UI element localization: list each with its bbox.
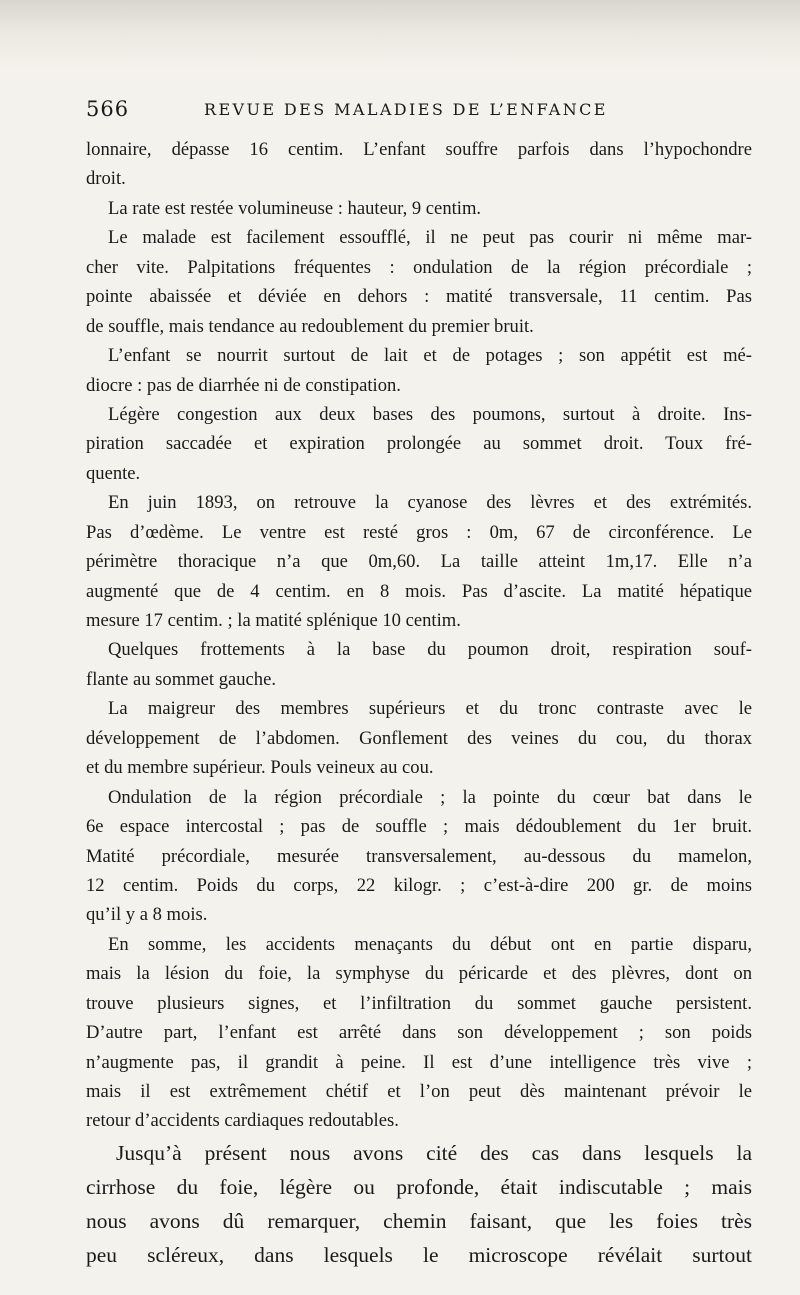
text-line: En juin 1893, on retrouve la cyanose des lèvres et des extrémités.: [108, 492, 752, 514]
text-line: cirrhose du foie, légère ou profonde, était indiscutable ; mais: [86, 1175, 752, 1199]
text-line: peu scléreux, dans lesquels le microscope révélait surtout: [86, 1243, 752, 1267]
text-line: et du membre supérieur. Pouls veineux au cou.: [86, 757, 434, 779]
text-line: L’enfant se nourrit surtout de lait et de potages ; son appétit est mé-: [108, 345, 752, 367]
text-line: n’augmente pas, il grandit à peine. Il est d’une intelligence très vive ;: [86, 1051, 752, 1073]
text-line: retour d’accidents cardiaques redoutables.: [86, 1110, 399, 1132]
text-line: 12 centim. Poids du corps, 22 kilogr. ; c’est-à-dire 200 gr. de moins: [86, 874, 752, 896]
text-line: trouve plusieurs signes, et l’infiltration du sommet gauche persistent.: [86, 992, 752, 1014]
text-line: pointe abaissée et déviée en dehors : matité transversale, 11 centim. Pas: [86, 286, 752, 308]
text-line: La rate est restée volumineuse : hauteur, 9 centim.: [108, 197, 482, 219]
text-line: La maigreur des membres supérieurs et du tronc contraste avec le: [108, 698, 752, 720]
text-line: droit.: [86, 168, 126, 190]
case-report-text: [86, 135, 752, 1136]
text-line: qu’il y a 8 mois.: [86, 904, 208, 926]
running-title: REVUE DES MALADIES DE L’ENFANCE: [204, 100, 608, 119]
text-line: Pas d’œdème. Le ventre est resté gros : 0m, 67 de circonférence. Le: [86, 521, 752, 543]
text-line: développement de l’abdomen. Gonflement des veines du cou, du thorax: [86, 727, 752, 749]
text-line: D’autre part, l’enfant est arrêté dans son développement ; son poids: [86, 1022, 752, 1044]
text-line: mesure 17 centim. ; la matité splénique 10 centim.: [86, 610, 461, 631]
text-line: de souffle, mais tendance au redoublement du premier bruit.: [86, 315, 534, 337]
text-line: Ondulation de la région précordiale ; la pointe du cœur bat dans le: [108, 786, 752, 808]
text-line: Légère congestion aux deux bases des poumons, surtout à droite. Ins-: [108, 403, 752, 425]
text-line: mais la lésion du foie, la symphyse du péricarde et des plèvres, dont on: [86, 963, 752, 985]
text-line: périmètre thoracique n’a que 0m,60. La taille atteint 1m,17. Elle n’a: [86, 551, 752, 573]
text-line: flante au sommet gauche.: [86, 668, 276, 690]
text-line: lonnaire, dépasse 16 centim. L’enfant souffre parfois dans l’hypochondre: [86, 139, 752, 160]
text-line: En somme, les accidents menaçants du début ont en partie disparu,: [108, 933, 752, 955]
text-line: augmenté que de 4 centim. en 8 mois. Pas d’ascite. La matité hépatique: [86, 580, 752, 602]
discussion-text: [86, 1136, 752, 1272]
scanned-page-edge: [0, 0, 800, 70]
text-line: cher vite. Palpitations fréquentes : ondulation de la région précordiale ;: [86, 256, 752, 278]
text-line: quente.: [86, 462, 141, 484]
text-line: Le malade est facilement essoufflé, il ne peut pas courir ni même mar-: [108, 227, 752, 249]
running-header: [86, 97, 748, 125]
text-line: Quelques frottements à la base du poumon droit, respiration souf-: [108, 639, 752, 661]
text-line: piration saccadée et expiration prolongée au sommet droit. Toux fré-: [86, 433, 752, 455]
text-line: mais il est extrêmement chétif et l’on peut dès maintenant prévoir le: [86, 1081, 752, 1102]
text-line: diocre : pas de diarrhée ni de constipation.: [86, 374, 401, 396]
text-line: 6e espace intercostal ; pas de souffle ; mais dédoublement du 1er bruit.: [86, 816, 752, 838]
page-number: 566: [86, 97, 130, 121]
text-line: Matité précordiale, mesurée transversalement, au-dessous du mamelon,: [86, 845, 752, 867]
text-line: nous avons dû remarquer, chemin faisant, que les foies très: [86, 1209, 752, 1233]
text-line: Jusqu’à présent nous avons cité des cas dans lesquels la: [116, 1141, 752, 1165]
